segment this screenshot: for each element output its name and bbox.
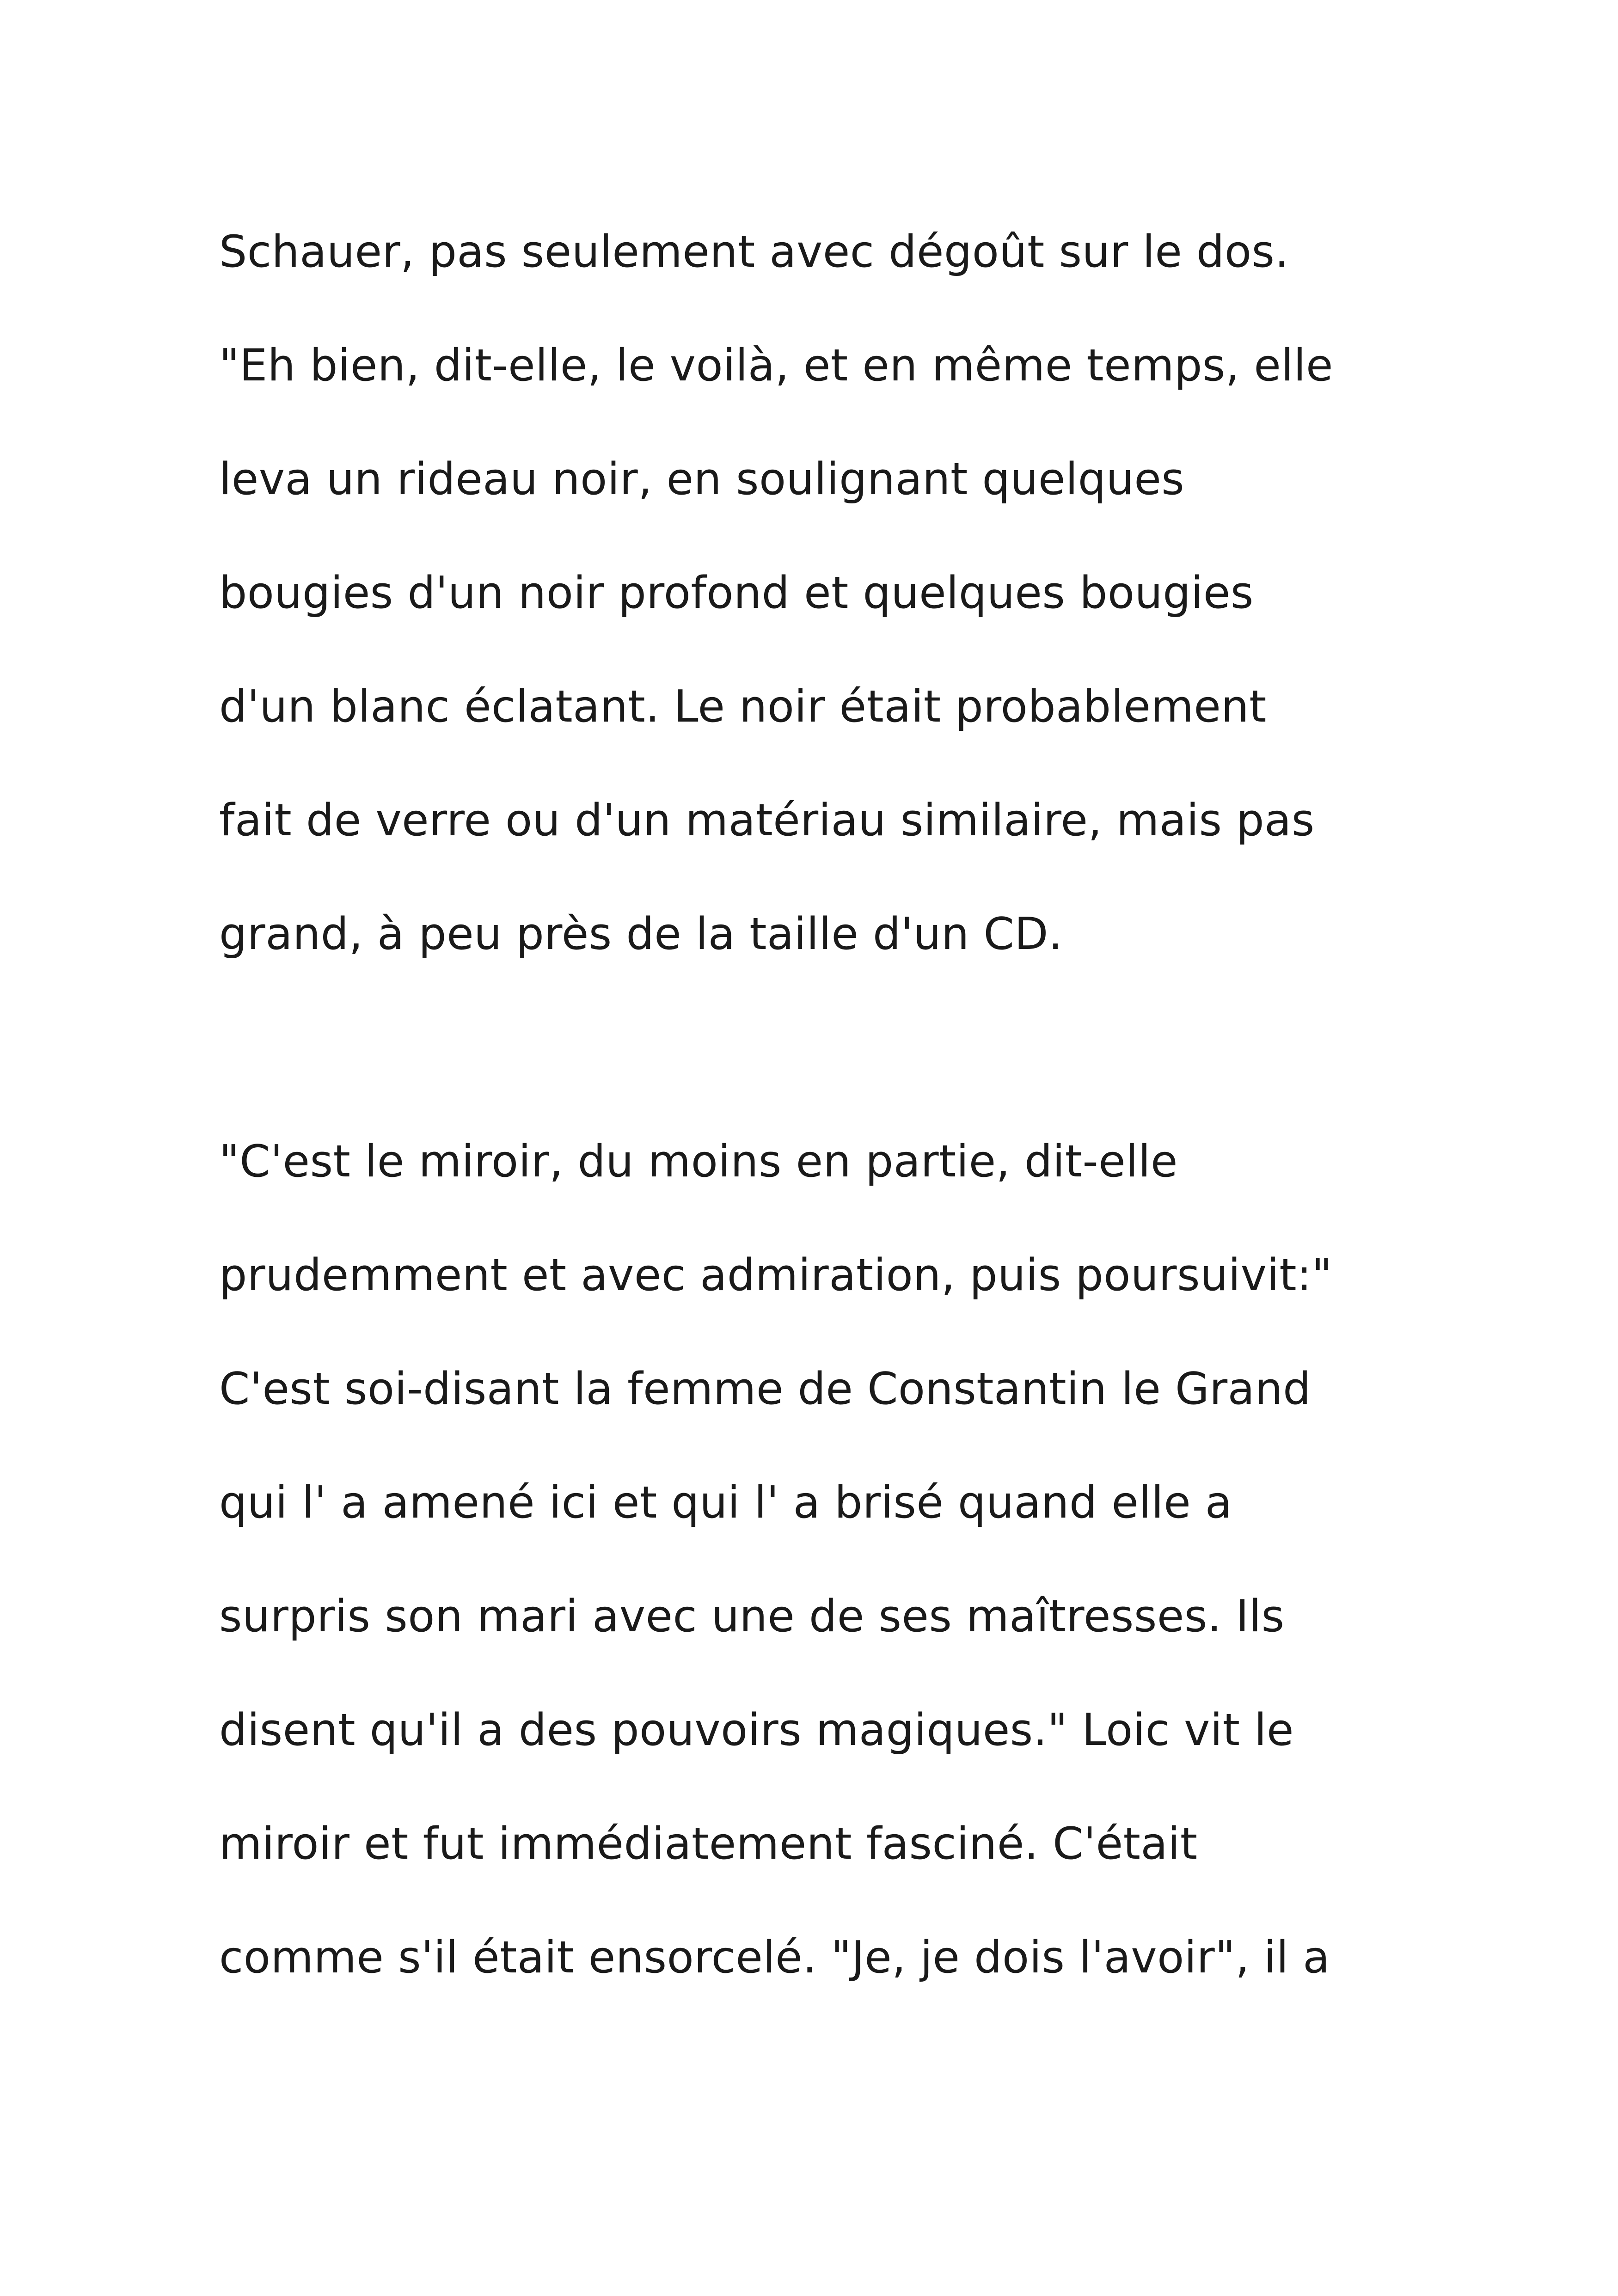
text-line: miroir et fut immédiatement fasciné. C'était <box>219 1818 1198 1869</box>
text-line: surpris son mari avec une de ses maîtresses. Ils <box>219 1591 1285 1642</box>
text-line: "C'est le miroir, du moins en partie, dit-elle <box>219 1136 1178 1187</box>
text-line: bougies d'un noir profond et quelques bougies <box>219 568 1254 618</box>
text-line: Schauer, pas seulement avec dégoût sur le dos. <box>219 227 1289 277</box>
text-line: leva un rideau noir, en soulignant quelques <box>219 454 1185 505</box>
text-line: comme s'il était ensorcelé. "Je, je dois l'avoir", il a <box>219 1932 1330 1983</box>
text-line: C'est soi-disant la femme de Constantin le Grand <box>219 1364 1311 1414</box>
text-line: qui l' a amené ici et qui l' a brisé quand elle a <box>219 1477 1232 1528</box>
text-line: d'un blanc éclatant. Le noir était probablement <box>219 681 1267 732</box>
text-line: grand, à peu près de la taille d'un CD. <box>219 909 1063 960</box>
text-line: prudemment et avec admiration, puis poursuivit:" <box>219 1250 1332 1301</box>
text-line: disent qu'il a des pouvoirs magiques." Loic vit le <box>219 1705 1294 1756</box>
text-line: "Eh bien, dit-elle, le voilà, et en même temps, elle <box>219 340 1333 391</box>
text-line: fait de verre ou d'un matériau similaire, mais pas <box>219 795 1315 846</box>
